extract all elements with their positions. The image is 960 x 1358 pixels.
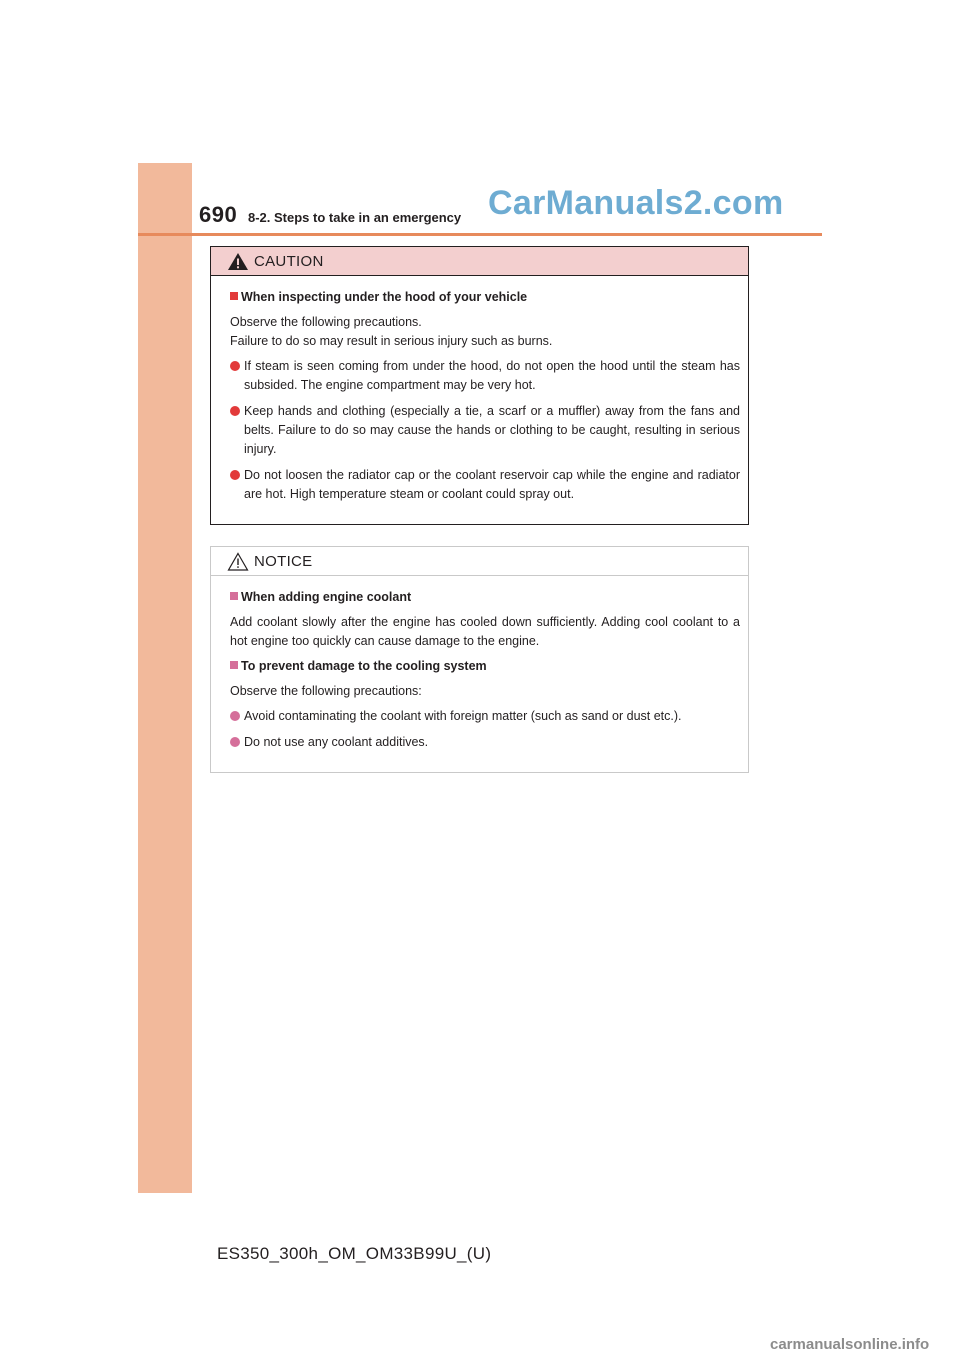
notice-paragraph: Observe the following precautions: [230,684,422,698]
caution-intro [230,313,740,351]
notice-heading-text: When adding engine coolant [241,590,412,604]
square-bullet-icon [230,592,238,600]
caution-intro-line: Failure to do so may result in serious injury such as burns. [230,334,553,348]
caution-intro-line: Observe the following precautions. [230,315,422,329]
notice-box [210,546,749,773]
section-title: 8-2. Steps to take in an emergency [248,210,462,225]
round-bullet-icon [230,361,240,371]
round-bullet-icon [230,737,240,747]
warning-triangle-icon [227,252,249,271]
caution-bullet-text: Keep hands and clothing (especially a tie, a scarf or a muffler) away from the fans and belts. Failure to do so may cause the hands or clothing to be caught, resulting in serious injury. [244,404,740,456]
square-bullet-icon [230,661,238,669]
page-number: 690 [199,202,238,227]
header-rule [138,233,822,236]
caution-content [211,276,748,504]
caution-bullet [230,466,740,504]
caution-bullet-text: If steam is seen coming from under the hood, do not open the hood until the steam has subsided. The engine compartment may be very hot. [244,359,740,392]
manual-code-footer: ES350_300h_OM_OM33B99U_(U) [217,1244,492,1263]
notice-heading [230,588,740,607]
notice-paragraph: Add coolant slowly after the engine has cooled down sufficiently. Adding cool coolant to a hot engine too quickly can cause damage to the engine. [230,615,740,648]
notice-header [211,547,748,576]
caution-bullet [230,357,740,395]
round-bullet-icon [230,406,240,416]
notice-content [211,576,748,752]
caution-bullet [230,402,740,459]
watermark: CarManuals2.com [488,184,784,222]
notice-title: NOTICE [254,553,313,570]
round-bullet-icon [230,470,240,480]
caution-heading [230,288,740,307]
caution-heading-text: When inspecting under the hood of your vehicle [241,290,528,304]
caution-title: CAUTION [254,253,324,270]
round-bullet-icon [230,711,240,721]
caution-header [211,247,748,276]
notice-heading [230,657,740,676]
site-watermark: carmanualsonline.info [770,1336,930,1353]
notice-bullet-text: Do not use any coolant additives. [244,735,429,749]
caution-bullet-text: Do not loosen the radiator cap or the coolant reservoir cap while the engine and radiator are hot. High temperature steam or coolant could spray out. [244,468,740,501]
notice-bullet [230,733,740,752]
caution-box [210,246,749,525]
notice-bullet-text: Avoid contaminating the coolant with foreign matter (such as sand or dust etc.). [244,709,682,723]
notice-heading-text: To prevent damage to the cooling system [241,659,487,673]
warning-triangle-outline-icon [227,552,249,571]
chapter-side-tab [138,163,192,1193]
notice-bullet [230,707,740,726]
square-bullet-icon [230,292,238,300]
